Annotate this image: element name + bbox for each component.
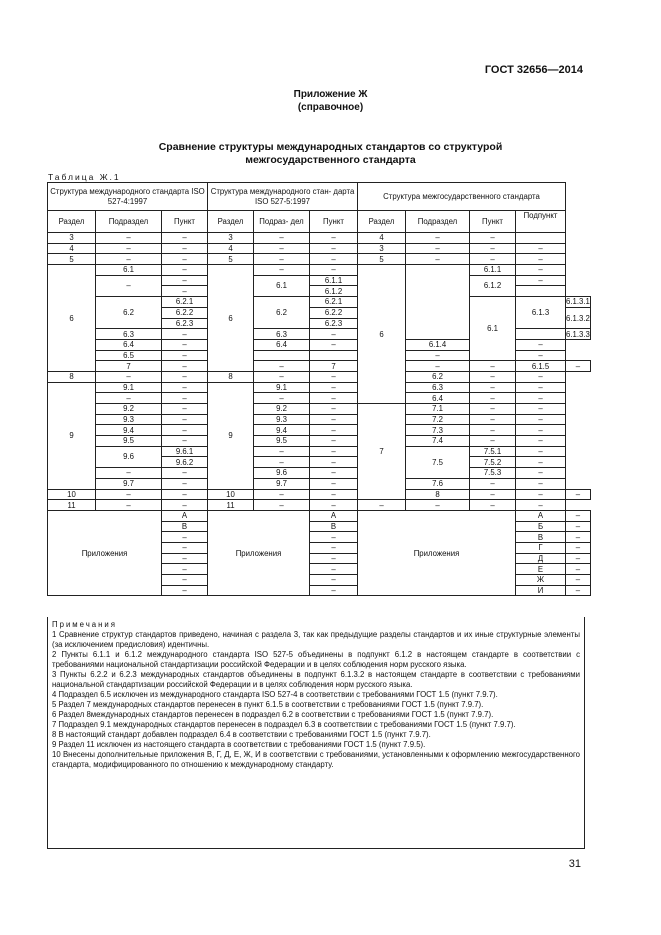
- table-cell: –: [162, 350, 208, 361]
- note-item: 2 Пункты 6.1.1 и 6.1.2 международного стандарта ISO 527-5 объединены в подпункт 6.1.2 в настоящем стандарте в соответствии с требованиями национальной стандартизации российской Федерации и в целях соблюдения норм русского языка.: [52, 650, 580, 669]
- note-item: 9 Раздел 11 исключен из настоящего стандарта в соответствии с требованиями ГОСТ 1.5 (пункт 7.9.5).: [52, 740, 426, 749]
- table-cell: 6.2: [406, 371, 470, 382]
- table-cell: –: [162, 542, 208, 553]
- table-cell: –: [162, 404, 208, 415]
- table-row: [48, 393, 591, 404]
- table-cell: 6.1.3.2: [566, 307, 591, 328]
- table-row: [48, 478, 591, 489]
- table-cell: 6.1.2: [310, 286, 358, 297]
- table-cell: –: [254, 371, 310, 382]
- table-cell: –: [470, 500, 516, 511]
- table-cell: 6.4: [254, 339, 310, 350]
- table-cell: 9.2: [96, 404, 162, 415]
- table-cell: [406, 265, 470, 340]
- table-cell: –: [162, 575, 208, 586]
- group-header-iso-527-4: Структура международного стандарта ISO 527-4:1997: [48, 183, 208, 211]
- table-cell: В: [310, 521, 358, 532]
- table-cell: 6.2: [254, 297, 310, 329]
- appendix-title: Приложение Ж: [293, 89, 368, 100]
- table-cell: –: [96, 275, 162, 296]
- table-cell: –: [96, 468, 162, 479]
- table-cell: 9.5: [254, 436, 310, 447]
- table-cell: –: [310, 371, 358, 382]
- table-cell: 6.2: [96, 297, 162, 329]
- table-cell: 6.3: [96, 329, 162, 340]
- table-cell: –: [254, 254, 310, 265]
- title-line-1: Сравнение структуры международных стандартов со структурой: [158, 141, 503, 153]
- table-cell: [516, 286, 566, 297]
- note-item: 8 В настоящий стандарт добавлен подраздел 6.4 в соответствии с требованиями ГОСТ 1.5 (пункт 7.9.7).: [52, 730, 431, 739]
- table-cell: 9.6: [254, 468, 310, 479]
- table-cell: –: [162, 275, 208, 286]
- table-cell: 9.2: [254, 404, 310, 415]
- table-cell: –: [310, 457, 358, 468]
- notes-block: [47, 617, 585, 849]
- appendix-subtitle: (справочное): [297, 102, 364, 113]
- table-cell: 7.5.2: [470, 457, 516, 468]
- table-cell: –: [162, 532, 208, 543]
- table-cell: –: [516, 382, 566, 393]
- table-cell: –: [566, 510, 591, 521]
- table-body: [48, 183, 591, 596]
- table-cell: 9: [48, 382, 96, 489]
- table-cell: –: [162, 414, 208, 425]
- table-cell: [310, 350, 358, 361]
- table-cell: –: [162, 425, 208, 436]
- table-cell: –: [254, 500, 310, 511]
- table-label: Таблица Ж.1: [48, 172, 121, 182]
- table-cell: 9.7: [254, 478, 310, 489]
- table-cell: 7: [358, 404, 406, 500]
- table-cell: А: [310, 510, 358, 521]
- table-cell: 9.4: [96, 425, 162, 436]
- table-cell: –: [310, 233, 358, 244]
- table-cell: –: [566, 521, 591, 532]
- table-cell: 6.1: [254, 275, 310, 296]
- table-cell: 6.3: [406, 382, 470, 393]
- table-cell: –: [254, 233, 310, 244]
- table-cell: 9.4: [254, 425, 310, 436]
- group-header-iso-527-5: Структура международного стан- дарта ISO 527-5:1997: [208, 183, 358, 211]
- group-header-gost: Структура межгосударственного стандарта: [358, 183, 566, 211]
- table-cell: –: [162, 489, 208, 500]
- table-cell: 6: [208, 265, 254, 372]
- table-cell: 6.1.4: [406, 339, 470, 350]
- col-header-clause: Пункт: [470, 211, 516, 233]
- table-cell: –: [96, 233, 162, 244]
- table-cell: –: [310, 542, 358, 553]
- table-cell: –: [310, 436, 358, 447]
- table-cell: –: [162, 478, 208, 489]
- table-cell: 6.2.1: [162, 297, 208, 308]
- table-cell: –: [516, 489, 566, 500]
- table-cell: А: [516, 510, 566, 521]
- table-cell: 11: [48, 500, 96, 511]
- table-row: [48, 468, 591, 479]
- col-header-subsection: Подраздел: [96, 211, 162, 233]
- table-cell: –: [310, 553, 358, 564]
- table-cell: 9.1: [96, 382, 162, 393]
- table-cell: –: [310, 393, 358, 404]
- table-cell: –: [96, 371, 162, 382]
- table-cell: –: [162, 468, 208, 479]
- table-row: [48, 414, 591, 425]
- table-row: [48, 297, 591, 308]
- table-cell: [516, 233, 566, 244]
- table-cell: –: [310, 564, 358, 575]
- table-cell: –: [310, 243, 358, 254]
- table-cell: –: [406, 500, 470, 511]
- table-row: [48, 446, 591, 457]
- note-item: 7 Подраздел 9.1 международных стандартов перенесен в подраздел 6.3 в соответствии с требованиями ГОСТ 1.5 (пункт 7.9.7).: [52, 720, 516, 729]
- note-item: 3 Пункты 6.2.2 и 6.2.3 международных стандартов объединены в подпункт 6.1.3.2 в настоящем стандарте в соответствии с требованиями национальной стандартизации российской Федерации и в целях соблюдения норм русского языка.: [52, 670, 580, 689]
- table-cell: –: [162, 393, 208, 404]
- structure-comparison-table: [47, 182, 591, 596]
- table-cell: –: [516, 457, 566, 468]
- table-cell: 6.1.5: [516, 361, 566, 372]
- table-cell: 10: [208, 489, 254, 500]
- table-cell: 6.2.3: [162, 318, 208, 329]
- table-cell: 6.4: [96, 339, 162, 350]
- table-cell: А: [162, 510, 208, 521]
- table-cell: –: [516, 243, 566, 254]
- table-cell: –: [162, 585, 208, 596]
- table-cell: –: [406, 233, 470, 244]
- table-row: [48, 361, 591, 372]
- table-cell: –: [470, 414, 516, 425]
- table-cell: Г: [516, 542, 566, 553]
- table-cell: –: [470, 361, 516, 372]
- table-cell: 7: [96, 361, 162, 372]
- note-item: 6 Раздел 8международных стандартов перенесен в подраздел 6.2 в соответствии с требованиями ГОСТ 1.5 (пункт 7.9.7).: [52, 710, 494, 719]
- table-cell: –: [516, 393, 566, 404]
- table-cell: –: [162, 339, 208, 350]
- table-cell: 3: [358, 243, 406, 254]
- table-cell: –: [310, 265, 358, 276]
- table-cell: –: [254, 361, 310, 372]
- table-cell: –: [162, 329, 208, 340]
- table-cell: 8: [48, 371, 96, 382]
- table-cell: В: [516, 532, 566, 543]
- table-cell: 9.6: [96, 446, 162, 467]
- table-cell: –: [254, 446, 310, 457]
- col-header-section: Раздел: [358, 211, 406, 233]
- note-item: 4 Подраздел 6.5 исключен из международного стандарта ISO 527-4 в соответствии с требованиями ГОСТ 1.5 (пункт 7.9.7).: [52, 690, 498, 699]
- table-cell: 9.3: [254, 414, 310, 425]
- table-cell: 9.5: [96, 436, 162, 447]
- table-cell: –: [470, 436, 516, 447]
- document-code: ГОСТ 32656—2014: [484, 64, 583, 76]
- table-cell: –: [358, 500, 406, 511]
- table-group-header-row: [48, 183, 591, 211]
- table-cell: –: [96, 500, 162, 511]
- table-cell: Д: [516, 553, 566, 564]
- table-cell: –: [310, 478, 358, 489]
- table-cell: –: [162, 500, 208, 511]
- table-cell: –: [254, 393, 310, 404]
- table-cell: 4: [358, 233, 406, 244]
- table-cell: –: [310, 468, 358, 479]
- table-cell: –: [162, 286, 208, 297]
- page-number: 31: [568, 858, 581, 870]
- table-cell: 6.1.3.3: [566, 329, 590, 339]
- note-item: 1 Сравнение структур стандартов приведено, начиная с раздела 3, так как предыдущие разделы стандартов и их иные структурные элементы (за исключением предисловия) идентичны.: [52, 630, 580, 649]
- title-line-2: межгосударственного стандарта: [245, 154, 416, 166]
- col-header-clause: Пункт: [310, 211, 358, 233]
- table-cell: –: [162, 553, 208, 564]
- table-cell: –: [162, 382, 208, 393]
- table-cell: –: [470, 404, 516, 415]
- table-cell: 6.1.2: [470, 275, 516, 296]
- table-cell: –: [516, 500, 566, 511]
- table-cell: 4: [48, 243, 96, 254]
- table-cell: –: [310, 446, 358, 457]
- table-row: [48, 243, 591, 254]
- table-cell: –: [566, 553, 591, 564]
- table-row: [48, 371, 591, 382]
- table-cell: –: [162, 564, 208, 575]
- col-header-section: Раздел: [48, 211, 96, 233]
- table-cell: –: [470, 478, 516, 489]
- table-cell: –: [470, 243, 516, 254]
- table-cell: –: [310, 329, 358, 340]
- table-cell: 10: [48, 489, 96, 500]
- table-row: [48, 275, 591, 286]
- table-cell: 6.2.2: [310, 307, 358, 318]
- table-cell: 6: [48, 265, 96, 372]
- table-cell: –: [470, 489, 516, 500]
- table-cell: –: [310, 585, 358, 596]
- table-cell: 7.2: [406, 414, 470, 425]
- table-cell: 5: [358, 254, 406, 265]
- table-cell: –: [566, 585, 591, 596]
- table-cell: –: [310, 575, 358, 586]
- table-row: [48, 510, 591, 521]
- table-cell: 7.5: [406, 446, 470, 478]
- table-cell: –: [96, 489, 162, 500]
- table-cell: 6.1.3: [516, 297, 566, 329]
- table-cell: –: [470, 371, 516, 382]
- table-cell: 6.2.2: [162, 307, 208, 318]
- table-cell: –: [566, 575, 591, 586]
- table-cell: 9.6.2: [162, 457, 208, 468]
- table-cell: –: [310, 489, 358, 500]
- table-row: [48, 254, 591, 265]
- table-cell: Приложения: [358, 510, 516, 596]
- table-cell: –: [96, 243, 162, 254]
- table-cell: 9.1: [254, 382, 310, 393]
- table-cell: –: [254, 489, 310, 500]
- table-cell: 7.6: [406, 478, 470, 489]
- table-cell: –: [162, 361, 208, 372]
- table-cell: –: [566, 361, 591, 372]
- table-cell: –: [566, 564, 591, 575]
- table-cell: –: [566, 542, 591, 553]
- appendix-heading: [0, 88, 661, 114]
- table-cell: –: [254, 243, 310, 254]
- table-cell: –: [516, 436, 566, 447]
- table-cell: –: [516, 468, 566, 479]
- table-cell: –: [162, 265, 208, 276]
- table-cell: 7.1: [406, 404, 470, 415]
- table-cell: –: [162, 233, 208, 244]
- table-cell: –: [310, 532, 358, 543]
- table-cell: 6: [358, 265, 406, 404]
- table-cell: 6.1.3.1: [566, 297, 590, 307]
- table-cell: 6.5: [96, 350, 162, 361]
- table-cell: Приложения: [48, 510, 162, 596]
- table-cell: –: [566, 489, 591, 500]
- table-cell: 6.1: [470, 297, 516, 361]
- table-row: [48, 265, 591, 276]
- table-cell: 9.3: [96, 414, 162, 425]
- table-cell: –: [406, 243, 470, 254]
- table-cell: –: [162, 436, 208, 447]
- col-header-subclause: Подпункт: [516, 211, 566, 233]
- table-cell: –: [310, 254, 358, 265]
- table-cell: В: [162, 521, 208, 532]
- table-cell: 7.5.3: [470, 468, 516, 479]
- table-cell: –: [470, 233, 516, 244]
- table-cell: 6.2.1: [310, 297, 358, 308]
- table-cell: –: [254, 265, 310, 276]
- table-cell: 7.5.1: [470, 446, 516, 457]
- table-cell: 8: [406, 489, 470, 500]
- table-cell: Ж: [516, 575, 566, 586]
- table-cell: 6.4: [406, 393, 470, 404]
- table-cell: –: [406, 361, 470, 372]
- table-cell: –: [96, 393, 162, 404]
- table-cell: 3: [208, 233, 254, 244]
- table-cell: –: [310, 414, 358, 425]
- table-cell: 3: [48, 233, 96, 244]
- table-row: [48, 382, 591, 393]
- table-cell: 7.3: [406, 425, 470, 436]
- table-cell: 6.3: [254, 329, 310, 340]
- table-cell: –: [516, 425, 566, 436]
- table-cell: 9: [208, 382, 254, 489]
- table-row: [48, 489, 591, 500]
- table-cell: –: [406, 350, 470, 361]
- table-cell: [254, 350, 310, 361]
- table-row: [48, 436, 591, 447]
- table-cell: 4: [208, 243, 254, 254]
- table-cell: –: [516, 265, 566, 276]
- table-cell: 5: [208, 254, 254, 265]
- col-header-subsection: Подраздел: [406, 211, 470, 233]
- table-cell: –: [516, 371, 566, 382]
- table-cell: 6.1.1: [470, 265, 516, 276]
- table-cell: 6.1: [96, 265, 162, 276]
- table-cell: –: [96, 254, 162, 265]
- table-cell: –: [516, 350, 566, 361]
- table-cell: –: [516, 339, 566, 350]
- table-cell: 9.6.1: [162, 446, 208, 457]
- col-header-clause: Пункт: [162, 211, 208, 233]
- table-cell: 6.1.1: [310, 275, 358, 286]
- table-cell: –: [516, 478, 566, 489]
- table-row: [48, 425, 591, 436]
- table-cell: –: [470, 254, 516, 265]
- table-cell: –: [162, 371, 208, 382]
- table-cell: –: [310, 425, 358, 436]
- notes-heading: Примечания: [52, 620, 118, 629]
- table-cell: –: [516, 446, 566, 457]
- table-cell: –: [516, 414, 566, 425]
- table-cell: –: [310, 500, 358, 511]
- table-cell: Б: [516, 521, 566, 532]
- table-cell: –: [516, 254, 566, 265]
- table-cell: –: [162, 254, 208, 265]
- table-cell: 11: [208, 500, 254, 511]
- document-title: [60, 141, 601, 167]
- table-cell: –: [566, 532, 591, 543]
- table-cell: –: [470, 393, 516, 404]
- table-cell: –: [516, 404, 566, 415]
- table-cell: Приложения: [208, 510, 310, 596]
- table-cell: 7.4: [406, 436, 470, 447]
- table-cell: 8: [208, 371, 254, 382]
- col-header-subsection: Подраз- дел: [254, 211, 310, 233]
- table-cell: Е: [516, 564, 566, 575]
- table-cell: –: [470, 382, 516, 393]
- table-cell: –: [310, 404, 358, 415]
- table-row: [48, 233, 591, 244]
- table-cell: 6.2.3: [310, 318, 358, 329]
- note-item: 5 Раздел 7 международных стандартов перенесен в пункт 6.1.5 в соответствии с требованиями ГОСТ 1.5 (пункт 7.9.7).: [52, 700, 484, 709]
- table-cell: –: [310, 382, 358, 393]
- table-cell: 7: [310, 361, 358, 372]
- table-cell: –: [406, 254, 470, 265]
- table-row: [48, 404, 591, 415]
- table-cell: –: [310, 339, 358, 350]
- table-cell: –: [516, 275, 566, 286]
- table-cell: 5: [48, 254, 96, 265]
- table-cell: –: [254, 457, 310, 468]
- table-cell: –: [470, 425, 516, 436]
- table-row: [48, 500, 591, 511]
- table-cell: –: [162, 243, 208, 254]
- table-cell: И: [516, 585, 566, 596]
- note-item: 10 Внесены дополнительные приложения В, Г, Д, Е, Ж, И в соответствии с требованиями, установленными к оформлению межгосударственного стандарта, модифицированного по отношению к международному стандарту.: [52, 750, 580, 769]
- table-column-header-row: [48, 211, 591, 233]
- col-header-section: Раздел: [208, 211, 254, 233]
- table-cell: [516, 329, 566, 340]
- table-cell: 9.7: [96, 478, 162, 489]
